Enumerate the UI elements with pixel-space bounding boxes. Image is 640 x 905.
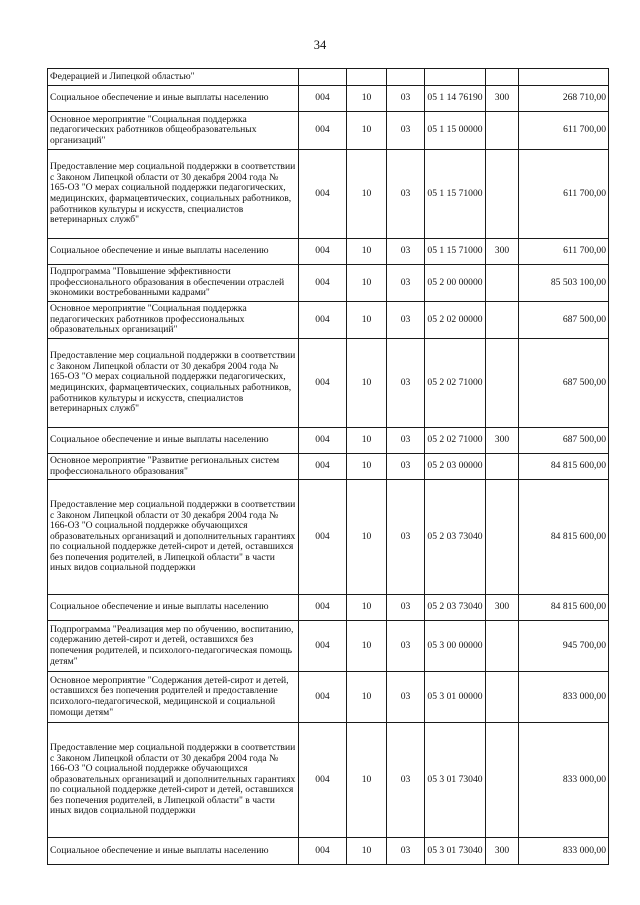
- section-code: 10: [347, 428, 387, 454]
- expense-type-code: [486, 339, 519, 428]
- expense-type-code: [486, 723, 519, 838]
- section-code: 10: [347, 723, 387, 838]
- expense-type-code: 300: [486, 595, 519, 621]
- budget-item-name: Социальное обеспечение и иные выплаты населению: [48, 239, 299, 265]
- section-code: 10: [347, 454, 387, 480]
- subsection-code: 03: [387, 86, 425, 112]
- amount: 84 815 600,00: [519, 480, 609, 595]
- table-row: [48, 428, 609, 454]
- table-row: [48, 339, 609, 428]
- section-code: 10: [347, 302, 387, 339]
- section-code: 10: [347, 480, 387, 595]
- target-article-code: 05 2 02 00000: [425, 302, 486, 339]
- section-code: 10: [347, 265, 387, 302]
- amount: 833 000,00: [519, 723, 609, 838]
- target-article-code: 05 2 03 73040: [425, 595, 486, 621]
- section-code: 10: [347, 86, 387, 112]
- amount: 687 500,00: [519, 428, 609, 454]
- amount: 611 700,00: [519, 239, 609, 265]
- subsection-code: 03: [387, 621, 425, 672]
- ministry-code: 004: [299, 723, 347, 838]
- amount: 611 700,00: [519, 112, 609, 150]
- ministry-code: [299, 69, 347, 86]
- budget-item-name: Предоставление мер социальной поддержки в соответствии с Законом Липецкой области от 30 декабря 2004 года № 165-ОЗ "О мерах социальной поддержки педагогических, медицинских, фармацевтических, социальных работников, работников культуры и искусств, специалистов ветеринарных служб": [48, 339, 299, 428]
- budget-table: [47, 68, 609, 865]
- budget-item-name: Основное мероприятие "Социальная поддержка педагогических работников профессиональных образовательных организаций": [48, 302, 299, 339]
- budget-item-name: Социальное обеспечение и иные выплаты населению: [48, 838, 299, 865]
- budget-item-name: Подпрограмма "Повышение эффективности профессионального образования в обеспечении отраслей экономики востребованными кадрами": [48, 265, 299, 302]
- ministry-code: 004: [299, 428, 347, 454]
- amount: 85 503 100,00: [519, 265, 609, 302]
- budget-item-name: Предоставление мер социальной поддержки в соответствии с Законом Липецкой области от 30 декабря 2004 года № 166-ОЗ "О социальной поддержке обучающихся образовательных организаций и дополнительных гарантиях по социальной поддержке детей-сирот и детей, оставшихся без попечения родителей, в Липецкой области" в части иных видов социальной поддержки: [48, 480, 299, 595]
- section-code: 10: [347, 595, 387, 621]
- subsection-code: 03: [387, 723, 425, 838]
- ministry-code: 004: [299, 302, 347, 339]
- amount: 268 710,00: [519, 86, 609, 112]
- expense-type-code: [486, 150, 519, 239]
- ministry-code: 004: [299, 112, 347, 150]
- budget-table-body: [48, 69, 609, 865]
- amount: 687 500,00: [519, 302, 609, 339]
- expense-type-code: [486, 112, 519, 150]
- expense-type-code: 300: [486, 428, 519, 454]
- table-row: [48, 86, 609, 112]
- expense-type-code: 300: [486, 239, 519, 265]
- expense-type-code: 300: [486, 838, 519, 865]
- ministry-code: 004: [299, 480, 347, 595]
- target-article-code: 05 2 03 00000: [425, 454, 486, 480]
- target-article-code: 05 3 01 00000: [425, 672, 486, 723]
- ministry-code: 004: [299, 621, 347, 672]
- expense-type-code: [486, 621, 519, 672]
- target-article-code: 05 1 15 00000: [425, 112, 486, 150]
- ministry-code: 004: [299, 672, 347, 723]
- target-article-code: 05 2 00 00000: [425, 265, 486, 302]
- table-row: [48, 265, 609, 302]
- amount: [519, 69, 609, 86]
- table-row: [48, 621, 609, 672]
- table-row: [48, 672, 609, 723]
- amount: 687 500,00: [519, 339, 609, 428]
- expense-type-code: [486, 69, 519, 86]
- amount: 84 815 600,00: [519, 454, 609, 480]
- amount: 945 700,00: [519, 621, 609, 672]
- budget-item-name: Основное мероприятие "Социальная поддержка педагогических работников общеобразовательных организаций": [48, 112, 299, 150]
- table-row: [48, 595, 609, 621]
- expense-type-code: [486, 672, 519, 723]
- section-code: 10: [347, 339, 387, 428]
- subsection-code: 03: [387, 239, 425, 265]
- table-row: [48, 454, 609, 480]
- section-code: [347, 69, 387, 86]
- ministry-code: 004: [299, 454, 347, 480]
- table-row: [48, 838, 609, 865]
- subsection-code: 03: [387, 339, 425, 428]
- ministry-code: 004: [299, 86, 347, 112]
- amount: 84 815 600,00: [519, 595, 609, 621]
- budget-item-name: Предоставление мер социальной поддержки в соответствии с Законом Липецкой области от 30 декабря 2004 года № 165-ОЗ "О мерах социальной поддержки педагогических, медицинских, фармацевтических, социальных работников, работников культуры и искусств, специалистов ветеринарных служб": [48, 150, 299, 239]
- expense-type-code: [486, 480, 519, 595]
- ministry-code: 004: [299, 339, 347, 428]
- subsection-code: [387, 69, 425, 86]
- expense-type-code: 300: [486, 86, 519, 112]
- section-code: 10: [347, 838, 387, 865]
- table-row: [48, 302, 609, 339]
- budget-item-name: Основное мероприятие "Содержания детей-сирот и детей, оставшихся без попечения родителей и предоставление психолого-педагогической, медицинской и социальной помощи детям": [48, 672, 299, 723]
- expense-type-code: [486, 454, 519, 480]
- target-article-code: 05 2 02 71000: [425, 339, 486, 428]
- ministry-code: 004: [299, 150, 347, 239]
- budget-item-name: Социальное обеспечение и иные выплаты населению: [48, 595, 299, 621]
- table-row: [48, 239, 609, 265]
- target-article-code: 05 3 00 00000: [425, 621, 486, 672]
- target-article-code: [425, 69, 486, 86]
- budget-item-name: Федерацией и Липецкой областью": [48, 69, 299, 86]
- section-code: 10: [347, 621, 387, 672]
- subsection-code: 03: [387, 112, 425, 150]
- amount: 833 000,00: [519, 838, 609, 865]
- expense-type-code: [486, 265, 519, 302]
- subsection-code: 03: [387, 428, 425, 454]
- table-row: [48, 480, 609, 595]
- budget-item-name: Социальное обеспечение и иные выплаты населению: [48, 428, 299, 454]
- budget-item-name: Предоставление мер социальной поддержки в соответствии с Законом Липецкой области от 30 декабря 2004 года № 166-ОЗ "О социальной поддержке обучающихся образовательных организаций и дополнительных гарантиях по социальной поддержке детей-сирот и детей, оставшихся без попечения родителей, в Липецкой области" в части иных видов социальной поддержки: [48, 723, 299, 838]
- section-code: 10: [347, 150, 387, 239]
- expense-type-code: [486, 302, 519, 339]
- section-code: 10: [347, 239, 387, 265]
- budget-item-name: Основное мероприятие "Развитие региональных систем профессионального образования": [48, 454, 299, 480]
- page-number: 34: [313, 38, 327, 52]
- target-article-code: 05 3 01 73040: [425, 838, 486, 865]
- subsection-code: 03: [387, 150, 425, 239]
- subsection-code: 03: [387, 838, 425, 865]
- budget-item-name: Подпрограмма "Реализация мер по обучению, воспитанию, содержанию детей-сирот и детей, оставшихся без попечения родителей, и психолого-педагогическая помощь детям": [48, 621, 299, 672]
- ministry-code: 004: [299, 595, 347, 621]
- section-code: 10: [347, 112, 387, 150]
- subsection-code: 03: [387, 454, 425, 480]
- ministry-code: 004: [299, 265, 347, 302]
- subsection-code: 03: [387, 265, 425, 302]
- subsection-code: 03: [387, 595, 425, 621]
- target-article-code: 05 1 15 71000: [425, 239, 486, 265]
- target-article-code: 05 2 03 73040: [425, 480, 486, 595]
- ministry-code: 004: [299, 838, 347, 865]
- table-row: [48, 723, 609, 838]
- subsection-code: 03: [387, 480, 425, 595]
- target-article-code: 05 1 15 71000: [425, 150, 486, 239]
- amount: 611 700,00: [519, 150, 609, 239]
- amount: 833 000,00: [519, 672, 609, 723]
- subsection-code: 03: [387, 672, 425, 723]
- budget-item-name: Социальное обеспечение и иные выплаты населению: [48, 86, 299, 112]
- table-row: [48, 112, 609, 150]
- target-article-code: 05 2 02 71000: [425, 428, 486, 454]
- target-article-code: 05 3 01 73040: [425, 723, 486, 838]
- table-row: [48, 69, 609, 86]
- target-article-code: 05 1 14 76190: [425, 86, 486, 112]
- section-code: 10: [347, 672, 387, 723]
- ministry-code: 004: [299, 239, 347, 265]
- table-row: [48, 150, 609, 239]
- subsection-code: 03: [387, 302, 425, 339]
